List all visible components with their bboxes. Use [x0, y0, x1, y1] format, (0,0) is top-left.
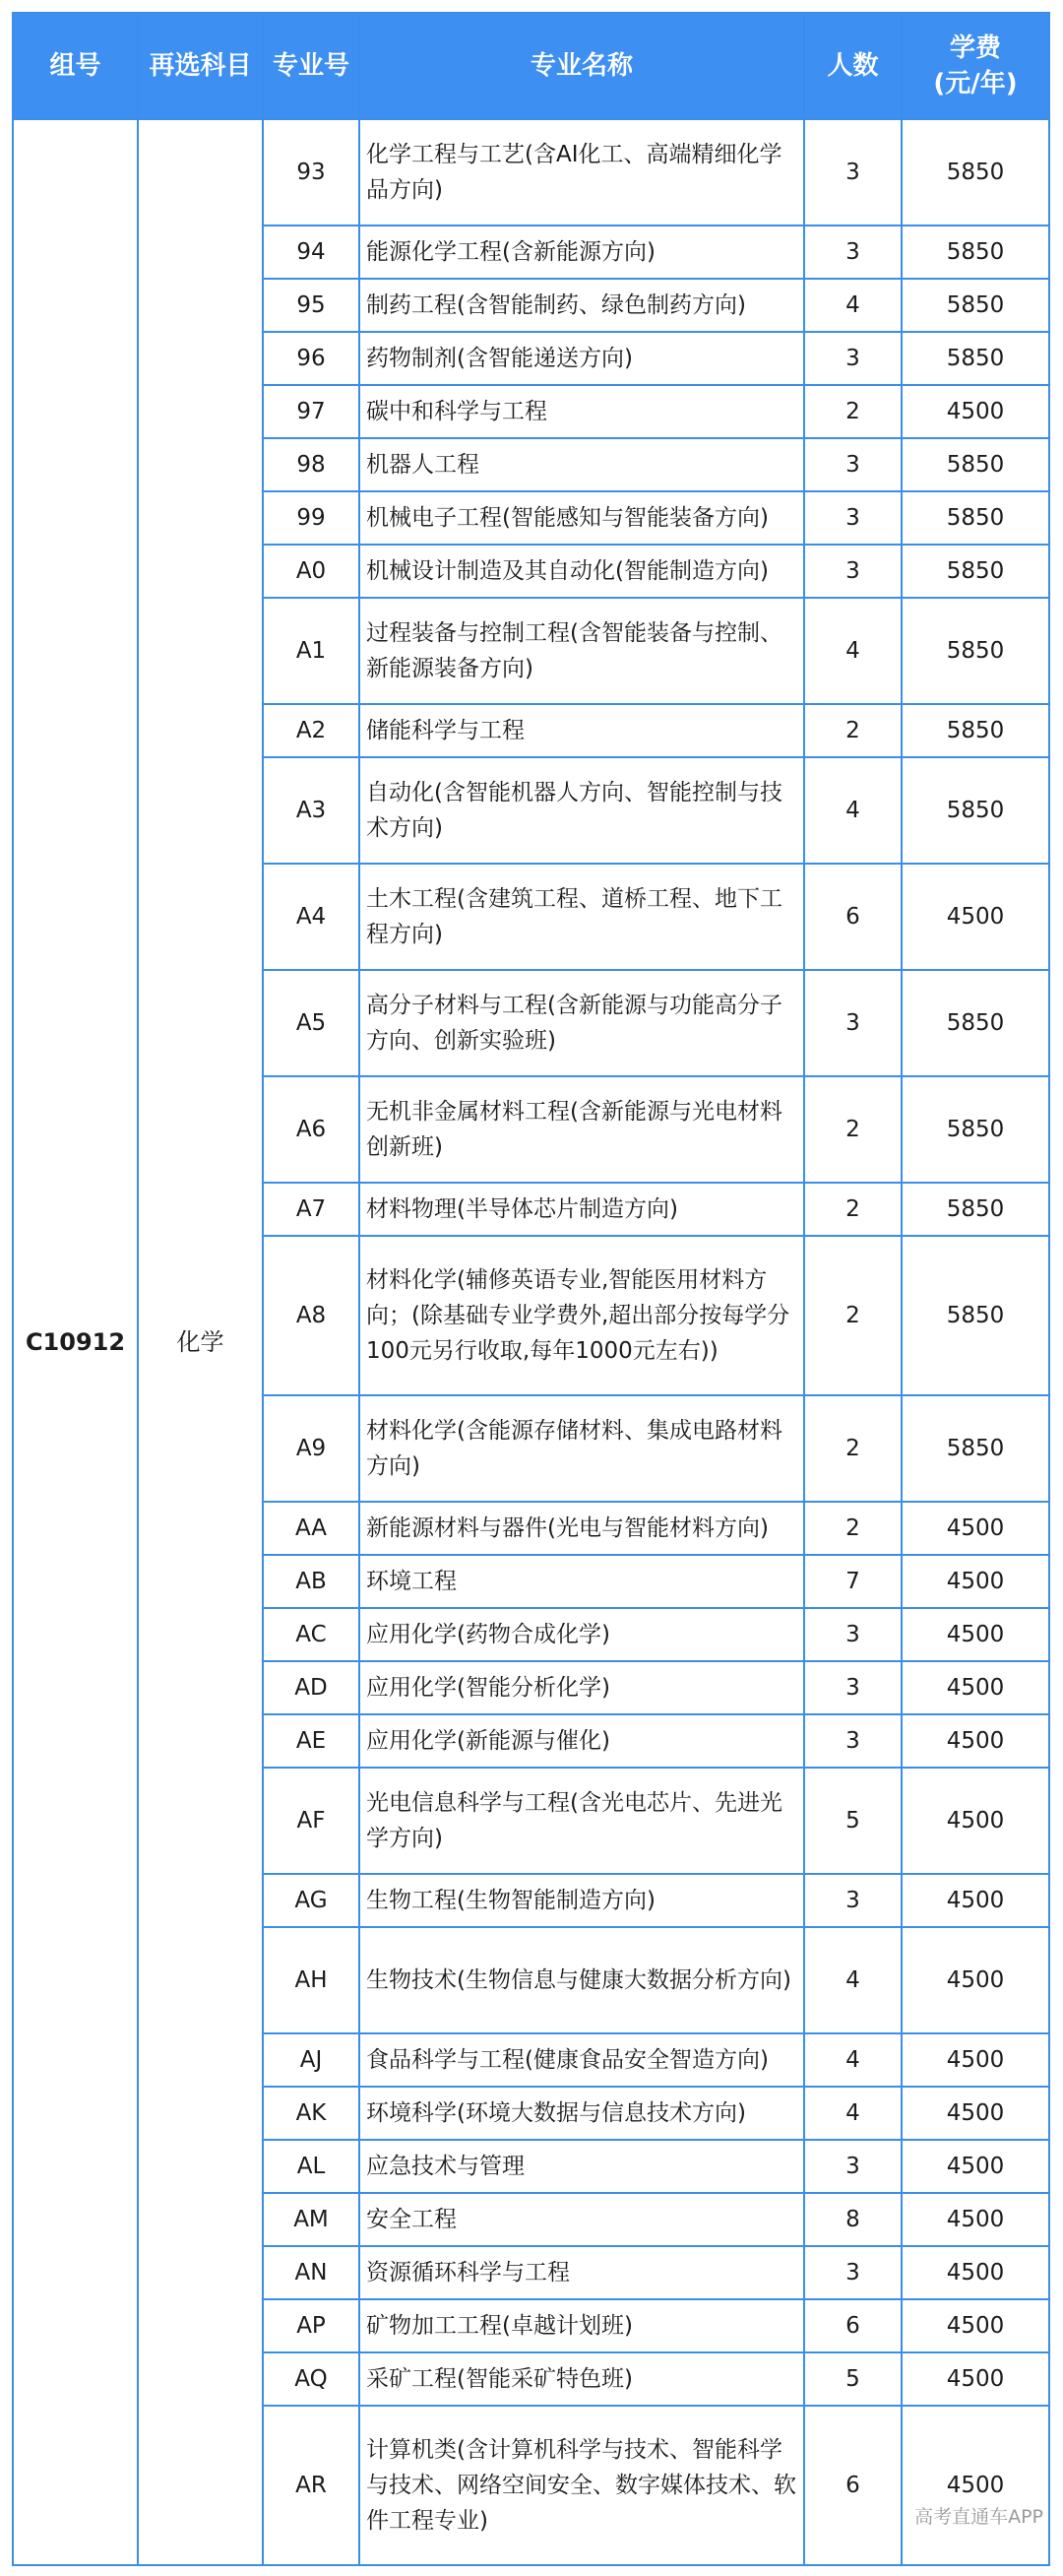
enrollment-count-cell: 4 — [804, 1927, 902, 2033]
major-code-cell: AL — [263, 2140, 359, 2193]
tuition-fee-cell: 4500 — [902, 1768, 1049, 1874]
major-code-cell: 95 — [263, 279, 359, 332]
tuition-fee-cell: 5850 — [902, 438, 1049, 491]
enrollment-count-cell: 3 — [804, 1608, 902, 1661]
tuition-fee-cell: 4500 — [902, 385, 1049, 438]
major-name-cell: 应急技术与管理 — [359, 2140, 804, 2193]
tuition-fee-cell: 4500 — [902, 1555, 1049, 1608]
tuition-fee-cell: 4500 — [902, 1608, 1049, 1661]
major-code-cell: AQ — [263, 2352, 359, 2406]
tuition-fee-cell: 4500 — [902, 2246, 1049, 2299]
enrollment-count-cell: 4 — [804, 279, 902, 332]
header-name: 专业名称 — [359, 13, 804, 119]
major-code-cell: 93 — [263, 119, 359, 225]
tuition-fee-cell: 4500 — [902, 2087, 1049, 2140]
major-code-cell: 94 — [263, 225, 359, 279]
tuition-fee-cell: 4500 — [902, 1714, 1049, 1768]
tuition-fee-cell: 4500 — [902, 2299, 1049, 2352]
enrollment-count-cell: 4 — [804, 598, 902, 704]
tuition-fee-cell: 5850 — [902, 704, 1049, 757]
enrollment-count-cell: 3 — [804, 332, 902, 385]
tuition-fee-cell: 5850 — [902, 1076, 1049, 1183]
enrollment-count-cell: 2 — [804, 1502, 902, 1555]
header-fee-line1: 学费 — [949, 33, 1001, 63]
major-name-cell: 环境工程 — [359, 1555, 804, 1608]
enrollment-count-cell: 3 — [804, 1714, 902, 1768]
tuition-fee-cell: 4500 — [902, 1874, 1049, 1927]
enrollment-count-cell: 3 — [804, 438, 902, 491]
enrollment-count-cell: 2 — [804, 704, 902, 757]
enrollment-count-cell: 4 — [804, 2033, 902, 2087]
major-name-cell: 食品科学与工程(健康食品安全智造方向) — [359, 2033, 804, 2087]
tuition-fee-cell: 5850 — [902, 1236, 1049, 1395]
major-code-cell: AC — [263, 1608, 359, 1661]
tuition-fee-cell: 4500 — [902, 2352, 1049, 2406]
enrollment-count-cell: 3 — [804, 1874, 902, 1927]
header-fee-line2: (元/年) — [933, 69, 1018, 98]
major-code-cell: A5 — [263, 970, 359, 1076]
enrollment-count-cell: 2 — [804, 1236, 902, 1395]
enrollment-count-cell: 7 — [804, 1555, 902, 1608]
enrollment-count-cell: 8 — [804, 2193, 902, 2246]
tuition-fee-cell: 5850 — [902, 598, 1049, 704]
enrollment-count-cell: 4 — [804, 2087, 902, 2140]
major-name-cell: 新能源材料与器件(光电与智能材料方向) — [359, 1502, 804, 1555]
enrollment-count-cell: 4 — [804, 757, 902, 864]
major-name-cell: 生物工程(生物智能制造方向) — [359, 1874, 804, 1927]
major-name-cell: 机械设计制造及其自动化(智能制造方向) — [359, 545, 804, 598]
major-name-cell: 药物制剂(含智能递送方向) — [359, 332, 804, 385]
major-code-cell: AD — [263, 1661, 359, 1714]
enrollment-count-cell: 2 — [804, 385, 902, 438]
enrollment-count-cell: 6 — [804, 864, 902, 970]
tuition-fee-cell: 4500 — [902, 1661, 1049, 1714]
table-body — [13, 119, 1049, 2565]
tuition-fee-cell: 5850 — [902, 1183, 1049, 1236]
major-name-cell: 机器人工程 — [359, 438, 804, 491]
major-code-cell: AG — [263, 1874, 359, 1927]
major-code-cell: A6 — [263, 1076, 359, 1183]
major-name-cell: 自动化(含智能机器人方向、智能控制与技术方向) — [359, 757, 804, 864]
tuition-fee-cell: 4500 — [902, 2140, 1049, 2193]
enrollment-count-cell: 3 — [804, 491, 902, 545]
tuition-fee-cell: 4500 — [902, 2406, 1049, 2565]
major-name-cell: 过程装备与控制工程(含智能装备与控制、新能源装备方向) — [359, 598, 804, 704]
major-code-cell: AA — [263, 1502, 359, 1555]
major-name-cell: 能源化学工程(含新能源方向) — [359, 225, 804, 279]
major-name-cell: 应用化学(智能分析化学) — [359, 1661, 804, 1714]
tuition-fee-cell: 4500 — [902, 2193, 1049, 2246]
major-code-cell: A9 — [263, 1395, 359, 1502]
tuition-fee-cell: 4500 — [902, 2033, 1049, 2087]
table-row — [13, 119, 1049, 225]
major-code-cell: A1 — [263, 598, 359, 704]
header-code: 专业号 — [263, 13, 359, 119]
major-name-cell: 安全工程 — [359, 2193, 804, 2246]
tuition-fee-cell: 4500 — [902, 864, 1049, 970]
major-name-cell: 储能科学与工程 — [359, 704, 804, 757]
tuition-fee-cell: 5850 — [902, 491, 1049, 545]
major-name-cell: 土木工程(含建筑工程、道桥工程、地下工程方向) — [359, 864, 804, 970]
admission-plan-table — [12, 12, 1050, 2566]
watermark: 高考直通车APP — [914, 2506, 1043, 2528]
header-fee — [902, 13, 1049, 119]
major-code-cell: A4 — [263, 864, 359, 970]
tuition-fee-cell: 5850 — [902, 279, 1049, 332]
table-header-row — [13, 13, 1049, 119]
major-code-cell: AJ — [263, 2033, 359, 2087]
header-group: 组号 — [13, 13, 138, 119]
major-name-cell: 计算机类(含计算机科学与技术、智能科学与技术、网络空间安全、数字媒体技术、软件工程专业) — [359, 2406, 804, 2565]
major-code-cell: 97 — [263, 385, 359, 438]
enrollment-count-cell: 3 — [804, 2246, 902, 2299]
major-code-cell: A8 — [263, 1236, 359, 1395]
major-code-cell: A2 — [263, 704, 359, 757]
major-name-cell: 材料化学(含能源存储材料、集成电路材料方向) — [359, 1395, 804, 1502]
tuition-fee-cell: 4500 — [902, 1927, 1049, 2033]
major-code-cell: AN — [263, 2246, 359, 2299]
enrollment-count-cell: 2 — [804, 1076, 902, 1183]
major-name-cell: 机械电子工程(智能感知与智能装备方向) — [359, 491, 804, 545]
major-code-cell: AR — [263, 2406, 359, 2565]
group-code-cell: C10912 — [13, 119, 138, 2565]
tuition-fee-cell: 5850 — [902, 970, 1049, 1076]
major-name-cell: 矿物加工工程(卓越计划班) — [359, 2299, 804, 2352]
enrollment-count-cell: 6 — [804, 2299, 902, 2352]
tuition-fee-cell: 5850 — [902, 545, 1049, 598]
major-name-cell: 材料化学(辅修英语专业,智能医用材料方向；(除基础专业学费外,超出部分按每学分100元另行收取,每年1000元左右)) — [359, 1236, 804, 1395]
major-name-cell: 化学工程与工艺(含AI化工、高端精细化学品方向) — [359, 119, 804, 225]
major-code-cell: AM — [263, 2193, 359, 2246]
enrollment-count-cell: 2 — [804, 1183, 902, 1236]
enrollment-count-cell: 3 — [804, 1661, 902, 1714]
major-code-cell: AB — [263, 1555, 359, 1608]
tuition-fee-cell: 5850 — [902, 757, 1049, 864]
major-name-cell: 光电信息科学与工程(含光电芯片、先进光学方向) — [359, 1768, 804, 1874]
enrollment-count-cell: 2 — [804, 1395, 902, 1502]
enrollment-count-cell: 3 — [804, 225, 902, 279]
tuition-fee-cell: 5850 — [902, 225, 1049, 279]
tuition-fee-cell: 5850 — [902, 119, 1049, 225]
tuition-fee-cell: 5850 — [902, 332, 1049, 385]
header-subject: 再选科目 — [138, 13, 263, 119]
major-code-cell: A7 — [263, 1183, 359, 1236]
major-name-cell: 环境科学(环境大数据与信息技术方向) — [359, 2087, 804, 2140]
major-name-cell: 应用化学(药物合成化学) — [359, 1608, 804, 1661]
major-name-cell: 无机非金属材料工程(含新能源与光电材料创新班) — [359, 1076, 804, 1183]
tuition-fee-cell: 4500 — [902, 1502, 1049, 1555]
subject-cell: 化学 — [138, 119, 263, 2565]
major-name-cell: 制药工程(含智能制药、绿色制药方向) — [359, 279, 804, 332]
major-code-cell: 96 — [263, 332, 359, 385]
tuition-fee-cell: 5850 — [902, 1395, 1049, 1502]
enrollment-count-cell: 3 — [804, 119, 902, 225]
major-code-cell: A3 — [263, 757, 359, 864]
major-code-cell: 98 — [263, 438, 359, 491]
enrollment-count-cell: 6 — [804, 2406, 902, 2565]
major-name-cell: 碳中和科学与工程 — [359, 385, 804, 438]
major-name-cell: 采矿工程(智能采矿特色班) — [359, 2352, 804, 2406]
enrollment-count-cell: 3 — [804, 2140, 902, 2193]
header-count: 人数 — [804, 13, 902, 119]
major-name-cell: 应用化学(新能源与催化) — [359, 1714, 804, 1768]
major-code-cell: AE — [263, 1714, 359, 1768]
major-code-cell: A0 — [263, 545, 359, 598]
major-name-cell: 生物技术(生物信息与健康大数据分析方向) — [359, 1927, 804, 2033]
major-code-cell: AK — [263, 2087, 359, 2140]
major-name-cell: 材料物理(半导体芯片制造方向) — [359, 1183, 804, 1236]
major-name-cell: 资源循环科学与工程 — [359, 2246, 804, 2299]
enrollment-count-cell: 5 — [804, 1768, 902, 1874]
major-code-cell: AH — [263, 1927, 359, 2033]
major-code-cell: 99 — [263, 491, 359, 545]
enrollment-count-cell: 3 — [804, 545, 902, 598]
major-code-cell: AP — [263, 2299, 359, 2352]
major-name-cell: 高分子材料与工程(含新能源与功能高分子方向、创新实验班) — [359, 970, 804, 1076]
enrollment-count-cell: 3 — [804, 970, 902, 1076]
major-code-cell: AF — [263, 1768, 359, 1874]
admission-table-container — [12, 12, 1048, 2566]
enrollment-count-cell: 5 — [804, 2352, 902, 2406]
